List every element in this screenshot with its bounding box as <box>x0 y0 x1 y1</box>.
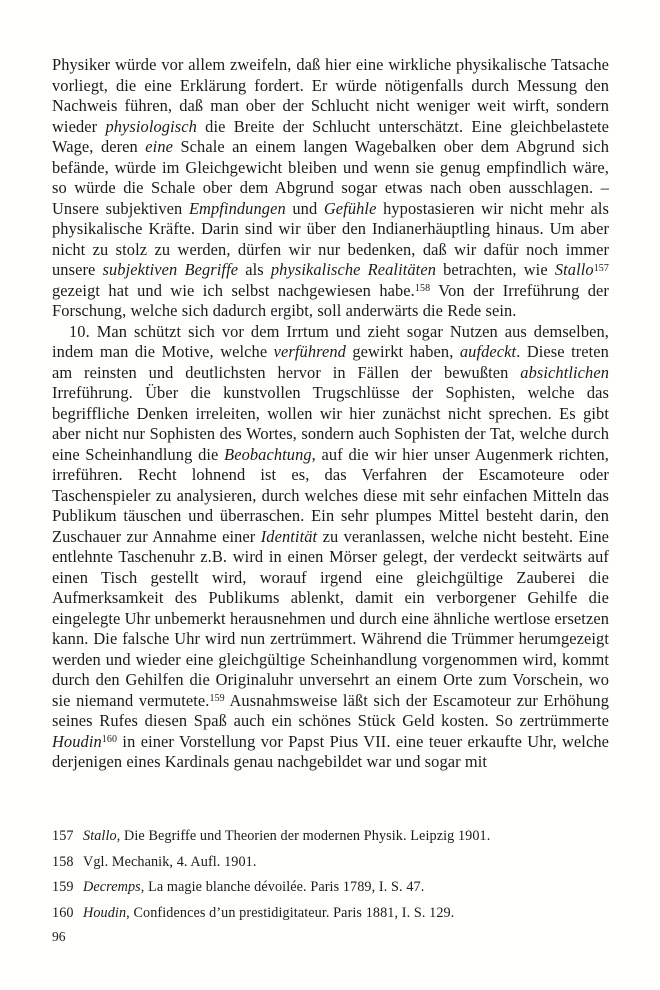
emphasized-text: Houdin <box>52 731 102 751</box>
emphasized-text: eine <box>145 137 173 156</box>
text-run: Irreführung. Über die kunstvollen Trugschlüsse der Sophisten, welche das begriffliche Denken irreleiten, wollen wir hier zunächst nicht sprechen. Es gibt aber nicht nur Sophisten des Wortes, sondern auch Sophisten der Tat, welche durch eine Scheinhandlung die <box>52 383 609 464</box>
emphasized-text: Stallo <box>83 828 117 844</box>
footnote-ref: 160 <box>101 734 118 745</box>
text-run: gewirkt haben, <box>345 342 460 361</box>
text-run: Physiker würde vor allem zweifeln, daß hier eine wirkliche physikalische Tatsache vorliegt, die eine Erklärung fordert. Er würde nötigenfalls durch Messung den Nachweis führen, daß man ober der Schlucht nicht weniger weit wirft, sondern wieder <box>52 55 609 136</box>
footnote-text <box>83 824 609 850</box>
text-run: betrachten, wie <box>436 260 555 279</box>
text-run: hypostasieren wir nicht mehr als physikalische Kräfte. Darin sind wir über den Indianerhäuptling hinaus. Um aber nicht zu stolz zu werden, dürfen wir nur bedenken, daß wir dafür noch immer unsere <box>52 198 609 279</box>
text-run: , La magie blanche dévoilée. Paris 1789, I. S. 47. <box>140 879 425 895</box>
footnote <box>52 875 609 901</box>
footnote <box>52 824 609 850</box>
page-number: 96 <box>52 929 66 944</box>
footnote-number: 160 <box>52 904 74 921</box>
emphasized-text: Beobachtung <box>224 444 312 464</box>
text-run: in einer Vorstellung vor Papst Pius VII. eine teuer erkaufte Uhr, welche derjenigen eines Kardinals genau nachgebildet war und sogar mit <box>52 731 609 771</box>
footnote <box>52 901 609 927</box>
text-run: Von der Irreführung der Forschung, welche sich dadurch ergibt, soll anderwärts die Rede sein. <box>52 280 609 320</box>
text-run: , Die Begriffe und Theorien der modernen Physik. Leipzig 1901. <box>116 828 491 844</box>
footnote-text <box>83 901 609 927</box>
footnote-text <box>83 850 609 876</box>
emphasized-text: Stallo <box>554 260 594 279</box>
footnote-ref: 159 <box>209 693 225 704</box>
text-run: Schale an einem langen Wagebalken ober dem Abgrund sich befände, würde im Gleichgewicht bleiben und wenn sie genug empfindlich wäre, so würde die Schale ober dem Abgrund sogar etwas nach oben ausschlagen. – Unsere subjektiven <box>52 137 609 218</box>
text-run: als <box>238 260 271 279</box>
emphasized-text: Empfindungen <box>188 198 286 218</box>
text-run: Vgl. Mechanik, 4. Aufl. 1901. <box>83 853 257 870</box>
footnotes-section <box>52 824 609 926</box>
text-run: die Breite der Schlucht unterschätzt. Eine gleichbelastete Wage, deren <box>52 116 609 156</box>
footnote-ref: 158 <box>414 283 431 294</box>
footnote-number: 158 <box>52 853 74 870</box>
footnote-text <box>83 875 609 901</box>
footnote <box>52 850 609 876</box>
footnote-number: 157 <box>52 828 74 844</box>
text-run: , Confidences d’un prestidigitateur. Paris 1881, I. S. 129. <box>126 904 455 921</box>
emphasized-text: Houdin <box>83 904 127 921</box>
paragraph <box>52 322 609 773</box>
paragraph <box>52 55 609 322</box>
text-run: zu veranlassen, welche nicht besteht. Eine entlehnte Taschenuhr z.B. wird in einen Mörser gelegt, der verdeckt seitwärts auf einen Tisch gestellt wird, worauf irgend eine gleichgültige Zauberei die Aufmerksamkeit des Publikums ablenkt, damit ein verborgener Gehilfe die eingelegte Uhr unbemerkt herausnehmen und durch eine ähnliche wertlose ersetzen kann. Die falsche Uhr wird nun zertrümmert. Während die Trümmer herumgezeigt werden und wieder eine gleichgültige Scheinhandlung vorgenommen wird, kommt durch den Gehilfen die Originaluhr unversehrt an einem Orte zum Vorschein, wo sie niemand vermutete. <box>52 526 609 710</box>
emphasized-text: Gefühle <box>323 198 377 218</box>
footnote-number: 159 <box>52 879 74 895</box>
emphasized-text: absichtlichen <box>520 362 609 382</box>
text-run: , auf die wir hier unser Augenmerk richten, irreführen. Recht lohnend ist es, das Verfahren der Escamoteure oder Taschenspieler zu analysieren, durch welches diese mit sehr einfachen Mitteln das Publikum täuschen und überraschen. Ein sehr plumpes Mittel besteht darin, den Zuschauer zur Annahme einer <box>52 444 609 546</box>
text-run: Ausnahmsweise läßt sich der Escamoteur zur Erhöhung seines Rufes diesen Spaß auch ein schönes Stück Geld kosten. So zertrümmerte <box>52 690 609 730</box>
text-run: gezeigt hat und wie ich selbst nachgewiesen habe. <box>52 280 415 300</box>
emphasized-text: verführend <box>273 342 346 361</box>
footnote-ref: 157 <box>593 262 610 274</box>
emphasized-text: physiologisch <box>105 116 197 136</box>
emphasized-text: Identität <box>260 526 318 546</box>
emphasized-text: aufdeckt <box>459 342 517 361</box>
text-run: 10. Man schützt sich vor dem Irrtum und zieht sogar Nutzen aus demselben, indem man die Motive, welche <box>52 321 609 361</box>
emphasized-text: Decremps <box>83 879 141 895</box>
text-run: . Diese treten am reinsten und deutlichsten hervor in Fällen der bewußten <box>52 342 609 382</box>
emphasized-text: subjektiven Begriffe <box>102 260 239 279</box>
body-text <box>52 55 609 773</box>
text-run: und <box>285 198 324 218</box>
emphasized-text: physikalische Realitäten <box>270 260 436 279</box>
